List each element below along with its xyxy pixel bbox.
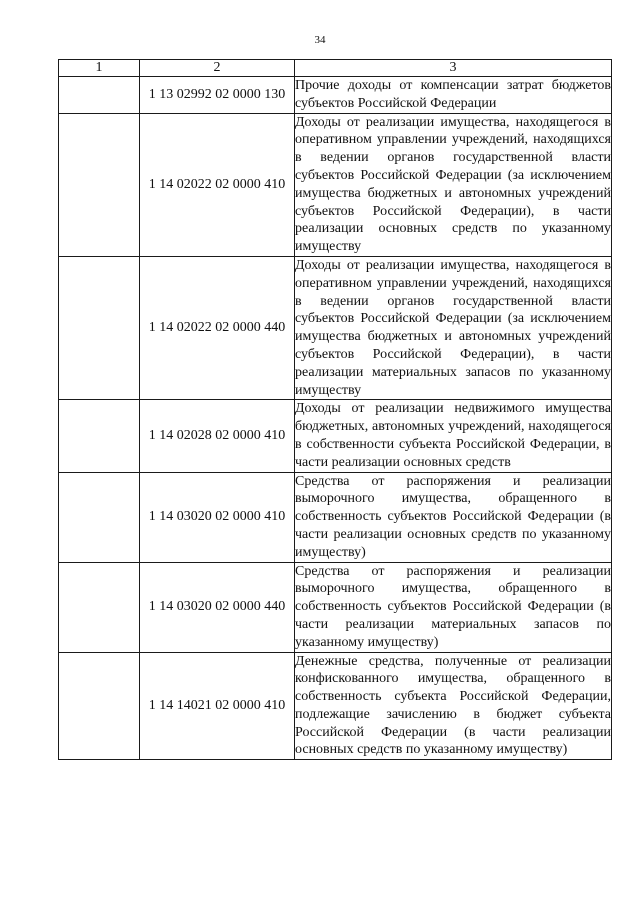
page-number: 34 <box>314 34 326 46</box>
blank-cell <box>59 652 140 760</box>
table-row <box>59 562 612 652</box>
revenue-description: Средства от распоряжения и реализации выморочного имущества, обращенного в собственность субъектов Российской Федерации (в части реализации материальных запасов по указанному имуществу) <box>295 562 612 652</box>
classification-code: 1 14 14021 02 0000 410 <box>140 652 295 760</box>
blank-cell <box>59 256 140 399</box>
revenue-description: Доходы от реализации имущества, находящегося в оперативном управлении учреждений, находящихся в ведении органов государственной власти субъектов Российской Федерации (за исключением имущества бюджетных и автономных учреждений субъектов Российской Федерации), в части реализации основных средств по указанному имуществу <box>295 113 612 256</box>
blank-cell <box>59 77 140 114</box>
revenue-description: Доходы от реализации недвижимого имущества бюджетных, автономных учреждений, находящегося в собственности субъекта Российской Федерации, в части реализации основных средств <box>295 400 612 472</box>
revenue-description: Средства от распоряжения и реализации выморочного имущества, обращенного в собственность субъектов Российской Федерации (в части реализации основных средств по указанному имуществу) <box>295 472 612 562</box>
column-header-3: 3 <box>295 60 612 77</box>
classification-code: 1 13 02992 02 0000 130 <box>140 77 295 114</box>
table-row <box>59 77 612 114</box>
table-header-row <box>59 60 612 77</box>
blank-cell <box>59 562 140 652</box>
table-row <box>59 256 612 399</box>
table-row <box>59 652 612 760</box>
revenue-description: Денежные средства, полученные от реализации конфискованного имущества, обращенного в собственность субъекта Российской Федерации, подлежащие зачислению в бюджет субъекта Российской Федерации (в части реализации основных средств по указанному имуществу) <box>295 652 612 760</box>
blank-cell <box>59 400 140 472</box>
column-header-1: 1 <box>59 60 140 77</box>
blank-cell <box>59 472 140 562</box>
table-row <box>59 472 612 562</box>
column-header-2: 2 <box>140 60 295 77</box>
classification-code: 1 14 02022 02 0000 410 <box>140 113 295 256</box>
revenue-codes-table <box>58 59 612 760</box>
table-row <box>59 113 612 256</box>
blank-cell <box>59 113 140 256</box>
table-row <box>59 400 612 472</box>
revenue-description: Прочие доходы от компенсации затрат бюджетов субъектов Российской Федерации <box>295 77 612 114</box>
revenue-description: Доходы от реализации имущества, находящегося в оперативном управлении учреждений, находящихся в ведении органов государственной власти субъектов Российской Федерации (за исключением имущества бюджетных и автономных учреждений субъектов Российской Федерации), в части реализации материальных запасов по указанному имуществу <box>295 256 612 399</box>
classification-code: 1 14 02022 02 0000 440 <box>140 256 295 399</box>
classification-code: 1 14 03020 02 0000 440 <box>140 562 295 652</box>
classification-code: 1 14 03020 02 0000 410 <box>140 472 295 562</box>
classification-code: 1 14 02028 02 0000 410 <box>140 400 295 472</box>
